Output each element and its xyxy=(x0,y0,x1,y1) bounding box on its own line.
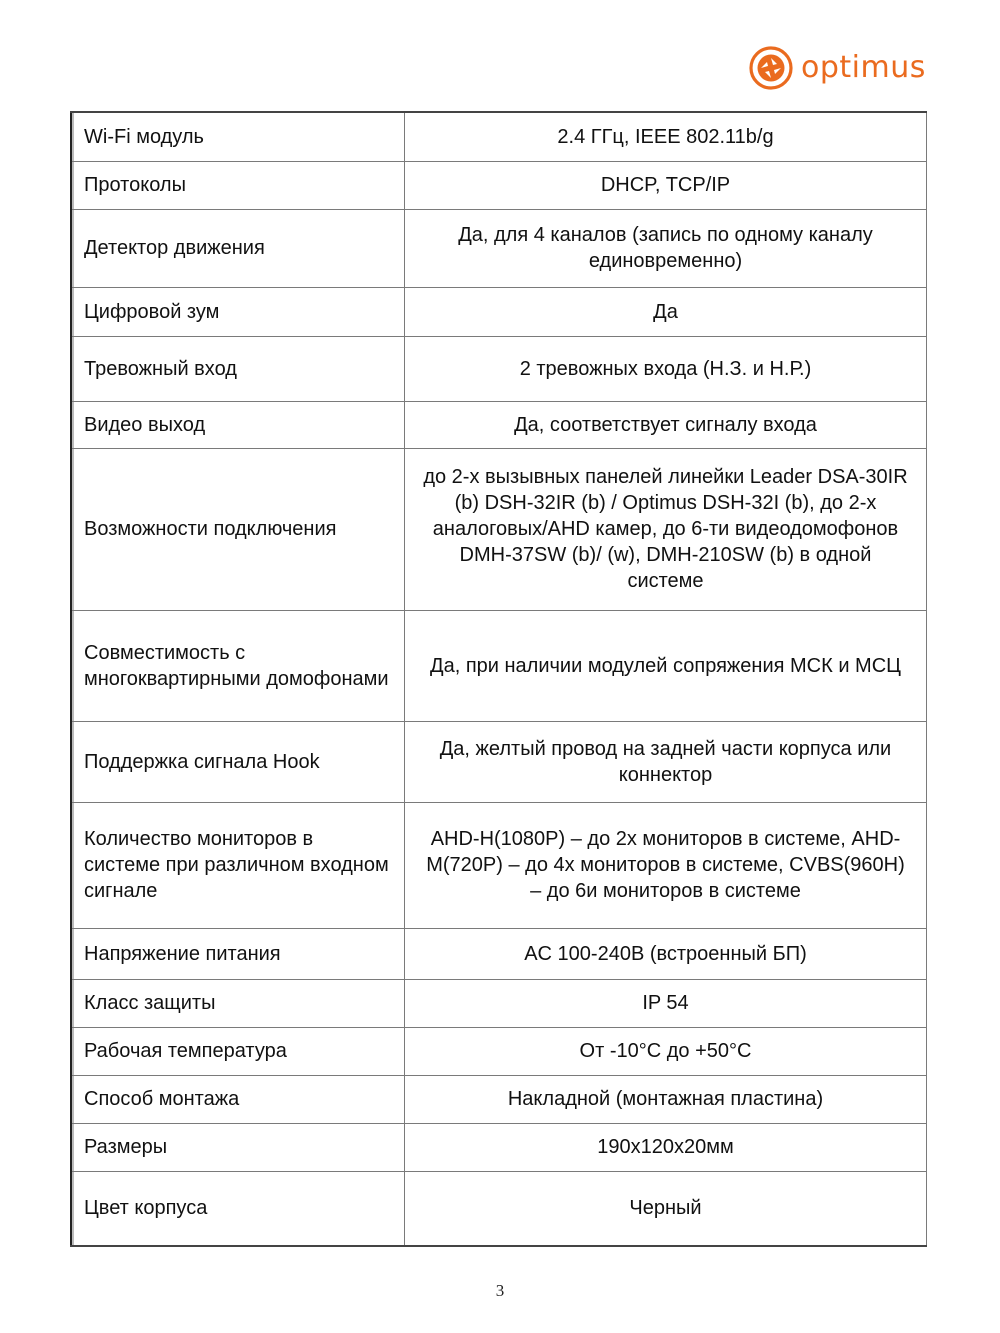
spec-label: Напряжение питания xyxy=(71,928,405,979)
brand-logo xyxy=(749,42,926,94)
spec-value: Черный xyxy=(405,1171,927,1246)
table-row xyxy=(71,721,927,802)
table-row xyxy=(71,287,927,336)
spec-value: 190х120х20мм xyxy=(405,1123,927,1171)
table-row xyxy=(71,161,927,209)
spec-label: Возможности подключения xyxy=(71,448,405,610)
spec-label: Цифровой зум xyxy=(71,287,405,336)
table-row xyxy=(71,209,927,287)
table-row xyxy=(71,336,927,401)
spec-label: Количество мониторов в системе при различном входном сигнале xyxy=(71,802,405,928)
spec-value: 2 тревожных входа (Н.З. и Н.Р.) xyxy=(405,336,927,401)
table-row xyxy=(71,928,927,979)
spec-value: до 2-х вызывных панелей линейки Leader DSA-30IR (b) DSH-32IR (b) / Optimus DSH-32I (b), до 2-х аналоговых/AHD камер, до 6-ти видеодомофонов DMH-37SW (b)/ (w), DMH-210SW (b) в одной системе xyxy=(405,448,927,610)
spec-label: Класс защиты xyxy=(71,979,405,1027)
aperture-logo-icon xyxy=(749,46,793,90)
spec-value: AC 100-240В (встроенный БП) xyxy=(405,928,927,979)
spec-value: 2.4 ГГц, IEEE 802.11b/g xyxy=(405,112,927,161)
table-row xyxy=(71,112,927,161)
spec-label: Способ монтажа xyxy=(71,1075,405,1123)
spec-value: DHCP, TCP/IP xyxy=(405,161,927,209)
spec-label: Рабочая температура xyxy=(71,1027,405,1075)
page-number: 3 xyxy=(495,1281,505,1300)
table-row xyxy=(71,1075,927,1123)
table-row xyxy=(71,1171,927,1246)
spec-value: Да, желтый провод на задней части корпуса или коннектор xyxy=(405,721,927,802)
table-row xyxy=(71,802,927,928)
spec-label: Тревожный вход xyxy=(71,336,405,401)
table-row xyxy=(71,610,927,721)
spec-value: Накладной (монтажная пластина) xyxy=(405,1075,927,1123)
spec-value: Да xyxy=(405,287,927,336)
spec-label: Совместимость с многоквартирными домофонами xyxy=(71,610,405,721)
spec-label: Детектор движения xyxy=(71,209,405,287)
spec-value: Да, соответствует сигналу входа xyxy=(405,401,927,448)
specs-table xyxy=(70,111,927,1247)
spec-label: Поддержка сигнала Hook xyxy=(71,721,405,802)
spec-label: Цвет корпуса xyxy=(71,1171,405,1246)
table-row xyxy=(71,1027,927,1075)
spec-value: От -10°С до +50°С xyxy=(405,1027,927,1075)
table-row xyxy=(71,1123,927,1171)
table-row xyxy=(71,448,927,610)
brand-name: optimus xyxy=(801,50,926,85)
spec-label: Wi-Fi модуль xyxy=(71,112,405,161)
spec-value: AHD-H(1080P) – до 2х мониторов в системе, AHD-M(720P) – до 4х мониторов в системе, CVBS(960H) – до 6и мониторов в системе xyxy=(405,802,927,928)
spec-label: Протоколы xyxy=(71,161,405,209)
spec-value: IP 54 xyxy=(405,979,927,1027)
table-row xyxy=(71,401,927,448)
spec-value: Да, для 4 каналов (запись по одному каналу единовременно) xyxy=(405,209,927,287)
spec-value: Да, при наличии модулей сопряжения МСК и МСЦ xyxy=(405,610,927,721)
spec-label: Размеры xyxy=(71,1123,405,1171)
spec-label: Видео выход xyxy=(71,401,405,448)
table-row xyxy=(71,979,927,1027)
